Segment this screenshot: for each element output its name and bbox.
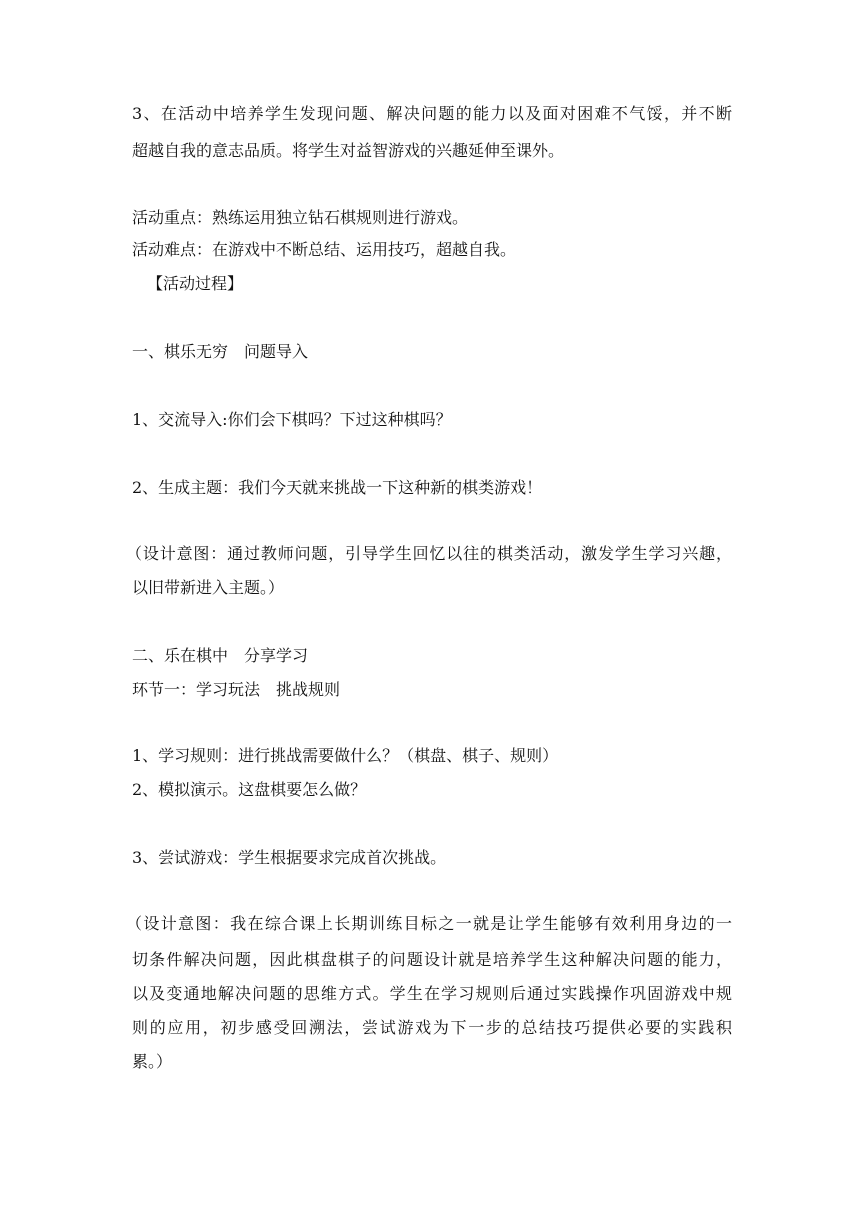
section-2-heading: 二、乐在棋中 分享学习 — [132, 646, 309, 665]
section-2-item-2: 2、模拟演示。这盘棋要怎么做？ — [132, 780, 367, 799]
objective-3-line-2: 超越自我的意志品质。将学生对益智游戏的兴趣延伸至课外。 — [132, 141, 565, 160]
section-2-design-note-line-4: 则的应用，初步感受回溯法，尝试游戏为下一步的总结技巧提供必要的实践积 — [132, 1018, 732, 1037]
section-1-design-note-line-1: （设计意图：通过教师问题，引导学生回忆以往的棋类活动，激发学生学习兴趣， — [126, 544, 732, 563]
section-2-design-note-line-2: 切条件解决问题，因此棋盘棋子的问题设计就是培养学生这种解决问题的能力， — [132, 950, 732, 969]
section-2-design-note-line-3: 以及变通地解决问题的思维方式。学生在学习规则后通过实践操作巩固游戏中规 — [132, 984, 732, 1003]
process-heading: 【活动过程】 — [147, 274, 244, 293]
section-1-design-note-line-2: 以旧带新进入主题。） — [132, 578, 285, 597]
section-1-heading: 一、棋乐无穷 问题导入 — [132, 342, 309, 361]
section-2-item-3: 3、尝试游戏：学生根据要求完成首次挑战。 — [132, 848, 447, 867]
section-2-design-note-line-5: 累。） — [132, 1052, 173, 1071]
key-point: 活动重点：熟练运用独立钻石棋规则进行游戏。 — [132, 208, 469, 227]
section-2-subheading: 环节一：学习玩法 挑战规则 — [132, 680, 341, 699]
objective-3-line-1: 3、在活动中培养学生发现问题、解决问题的能力以及面对困难不气馁，并不断 — [132, 104, 732, 123]
section-1-item-1: 1、交流导入:你们会下棋吗？下过这种棋吗？ — [132, 410, 452, 429]
difficulty: 活动难点：在游戏中不断总结、运用技巧，超越自我。 — [132, 240, 517, 259]
section-2-design-note-line-1: （设计意图：我在综合课上长期训练目标之一就是让学生能够有效利用身边的一 — [126, 914, 732, 933]
section-2-item-1: 1、学习规则：进行挑战需要做什么？（棋盘、棋子、规则） — [132, 746, 559, 765]
section-1-item-2: 2、生成主题：我们今天就来挑战一下这种新的棋类游戏！ — [132, 478, 543, 497]
